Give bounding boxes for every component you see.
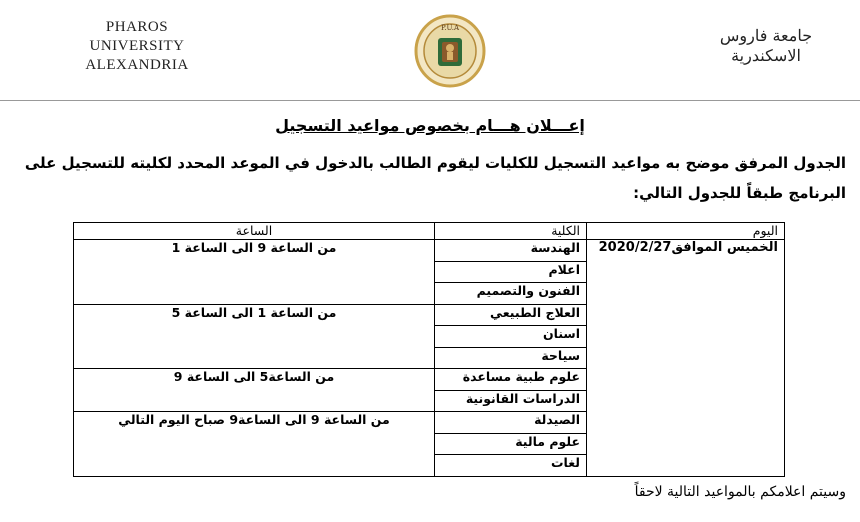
- table-row: [74, 240, 785, 262]
- faculty-cell: الصيدلة: [435, 412, 587, 434]
- registration-schedule-table: [73, 222, 785, 477]
- university-name-line: الاسكندرية: [731, 46, 801, 65]
- announcement-title-text: إعـــلان هـــام بخصوص مواعيد التسجيل: [275, 116, 585, 135]
- faculty-cell: سياحة: [435, 347, 587, 369]
- faculty-cell: الهندسة: [435, 240, 587, 262]
- time-cell: من الساعة 1 الى الساعة 5: [74, 304, 435, 369]
- faculty-cell: علوم طبية مساعدة: [435, 369, 587, 391]
- faculty-cell: اسنان: [435, 326, 587, 348]
- logo-letters: P.U.A: [440, 24, 460, 32]
- faculty-cell: العلاج الطبيعي: [435, 304, 587, 326]
- time-cell: من الساعة5 الى الساعة 9: [74, 369, 435, 412]
- university-name-line: جامعة فاروس: [719, 26, 813, 45]
- time-cell: من الساعة 9 الى الساعة 1: [74, 240, 435, 305]
- announcement-intro: الجدول المرفق موضح به مواعيد التسجيل للكليات ليقوم الطالب بالدخول في الموعد المحدد لكليته للتسجيل على البرنامج طبقاً للجدول التالي:: [24, 154, 846, 202]
- footer-note: وسيتم اعلامكم بالمواعيد التالية لاحقاً: [634, 484, 846, 500]
- header-time: الساعة: [74, 223, 435, 240]
- header-divider: [0, 100, 860, 101]
- table-header-row: [74, 223, 785, 240]
- university-logo: [414, 14, 486, 88]
- announcement-title: [0, 116, 860, 135]
- faculty-cell: علوم مالية: [435, 433, 587, 455]
- university-seal-icon: [414, 14, 486, 88]
- faculty-cell: لغات: [435, 455, 587, 477]
- time-cell: من الساعة 9 الى الساعة9 صباح اليوم التالي: [74, 412, 435, 477]
- faculty-cell: الفنون والتصميم: [435, 283, 587, 305]
- header-day: اليوم: [587, 223, 785, 240]
- faculty-cell: الدراسات القانونية: [435, 390, 587, 412]
- university-name-line: UNIVERSITY: [89, 38, 185, 54]
- university-name-line: ALEXANDRIA: [85, 57, 189, 73]
- university-name-english: [62, 18, 212, 75]
- university-name-line: PHAROS: [105, 19, 169, 35]
- header-faculty: الكلية: [435, 223, 587, 240]
- university-name-arabic: [696, 26, 836, 66]
- faculty-cell: اعلام: [435, 261, 587, 283]
- day-cell: الخميس الموافق2020/2/27: [587, 240, 785, 477]
